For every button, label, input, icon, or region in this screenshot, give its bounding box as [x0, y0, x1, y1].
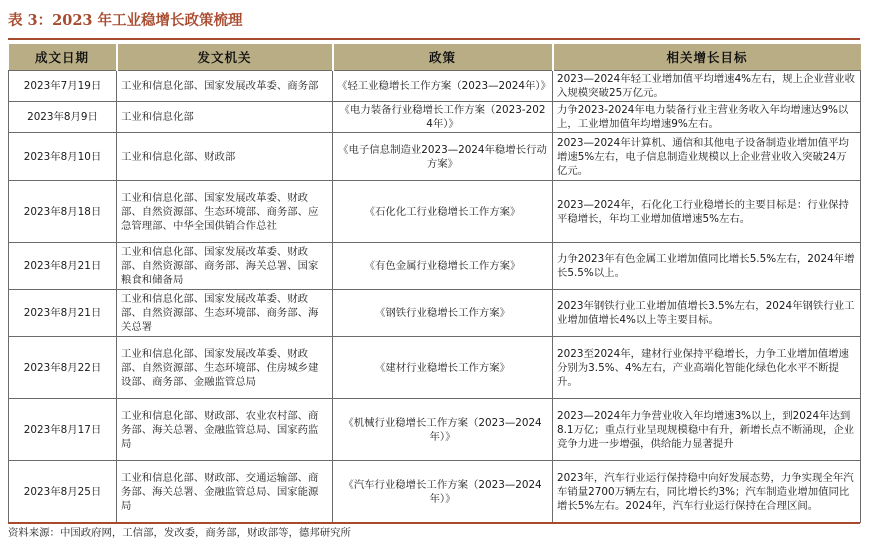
- table-title: 表 3：2023 年工业稳增长政策梳理: [8, 4, 860, 40]
- table-row: [9, 337, 861, 399]
- cell-target: 2023—2024年计算机、通信和其他电子设备制造业增加值平均增速5%左右，电子信息制造业规模以上企业营业收入突破24万亿元。: [553, 133, 861, 181]
- cell-target: 2023年，汽车行业运行保持稳中向好发展态势，力争实现全年汽车销量2700万辆左右，同比增长约3%；汽车制造业增加值同比增长5%左右。2024年，汽车行业运行保持在合理区间。: [553, 461, 861, 523]
- cell-policy: 《汽车行业稳增长工作方案（2023—2024年）》: [333, 461, 553, 523]
- table-row: [9, 290, 861, 337]
- cell-date: 2023年8月21日: [9, 290, 117, 337]
- table-row: [9, 181, 861, 243]
- cell-date: 2023年8月22日: [9, 337, 117, 399]
- cell-policy: 《石化化工行业稳增长工作方案》: [333, 181, 553, 243]
- cell-target: 2023—2024年轻工业增加值平均增速4%左右，规上企业营业收入规模突破25万亿元。: [553, 71, 861, 102]
- policy-table: [8, 44, 861, 523]
- cell-agency: 工业和信息化部、国家发展改革委、财政部、自然资源部、生态环境部、商务部、应急管理部、中华全国供销合作总社: [117, 181, 333, 243]
- table-row: [9, 461, 861, 523]
- cell-agency: 工业和信息化部、国家发展改革委、财政部、自然资源部、商务部、海关总署、国家粮食和储备局: [117, 243, 333, 290]
- cell-date: 2023年8月10日: [9, 133, 117, 181]
- column-header-target: 相关增长目标: [553, 44, 861, 71]
- cell-agency: 工业和信息化部、国家发展改革委、财政部、自然资源部、生态环境部、商务部、海关总署: [117, 290, 333, 337]
- table-row: [9, 399, 861, 461]
- cell-target: 2023—2024年，石化化工行业稳增长的主要目标是：行业保持平稳增长，年均工业增加值增速5%左右。: [553, 181, 861, 243]
- table-row: [9, 102, 861, 133]
- table-row: [9, 133, 861, 181]
- table-row: [9, 71, 861, 102]
- cell-policy: 《钢铁行业稳增长工作方案》: [333, 290, 553, 337]
- cell-policy: 《轻工业稳增长工作方案（2023—2024年）》: [333, 71, 553, 102]
- cell-agency: 工业和信息化部、财政部、农业农村部、商务部、海关总署、金融监管总局、国家药监局: [117, 399, 333, 461]
- cell-agency: 工业和信息化部、国家发展改革委、商务部: [117, 71, 333, 102]
- cell-date: 2023年8月21日: [9, 243, 117, 290]
- cell-date: 2023年7月19日: [9, 71, 117, 102]
- cell-agency: 工业和信息化部、财政部: [117, 133, 333, 181]
- source-note: 资料来源：中国政府网，工信部，发改委，商务部，财政部等，德邦研究所: [8, 522, 860, 544]
- cell-target: 2023年钢铁行业工业增加值增长3.5%左右，2024年钢铁行业工业增加值增长4%以上等主要目标。: [553, 290, 861, 337]
- cell-date: 2023年8月18日: [9, 181, 117, 243]
- column-header-date: 成文日期: [9, 44, 117, 71]
- cell-date: 2023年8月25日: [9, 461, 117, 523]
- cell-policy: 《有色金属行业稳增长工作方案》: [333, 243, 553, 290]
- table-row: [9, 243, 861, 290]
- cell-date: 2023年8月9日: [9, 102, 117, 133]
- cell-policy: 《机械行业稳增长工作方案（2023—2024年）》: [333, 399, 553, 461]
- cell-policy: 《电力装备行业稳增长工作方案（2023-2024年）》: [333, 102, 553, 133]
- cell-agency: 工业和信息化部、国家发展改革委、财政部、自然资源部、生态环境部、住房城乡建设部、商务部、金融监管总局: [117, 337, 333, 399]
- cell-agency: 工业和信息化部、财政部、交通运输部、商务部、海关总署、金融监管总局、国家能源局: [117, 461, 333, 523]
- column-header-policy: 政策: [333, 44, 553, 71]
- column-header-agency: 发文机关: [117, 44, 333, 71]
- cell-target: 2023—2024年力争营业收入年均增速3%以上，到2024年达到8.1万亿；重点行业呈现规模稳中有升，新增长点不断涌现，企业竞争力进一步增强，供给能力显著提升: [553, 399, 861, 461]
- cell-date: 2023年8月17日: [9, 399, 117, 461]
- cell-target: 2023至2024年，建材行业保持平稳增长，力争工业增加值增速分别为3.5%、4%左右，产业高端化智能化绿色化水平不断提升。: [553, 337, 861, 399]
- cell-target: 力争2023-2024年电力装备行业主营业务收入年均增速达9%以上，工业增加值年均增速9%左右。: [553, 102, 861, 133]
- cell-agency: 工业和信息化部: [117, 102, 333, 133]
- cell-policy: 《建材行业稳增长工作方案》: [333, 337, 553, 399]
- cell-target: 力争2023年有色金属工业增加值同比增长5.5%左右，2024年增长5.5%以上。: [553, 243, 861, 290]
- cell-policy: 《电子信息制造业2023—2024年稳增长行动方案》: [333, 133, 553, 181]
- header-row: [9, 44, 861, 71]
